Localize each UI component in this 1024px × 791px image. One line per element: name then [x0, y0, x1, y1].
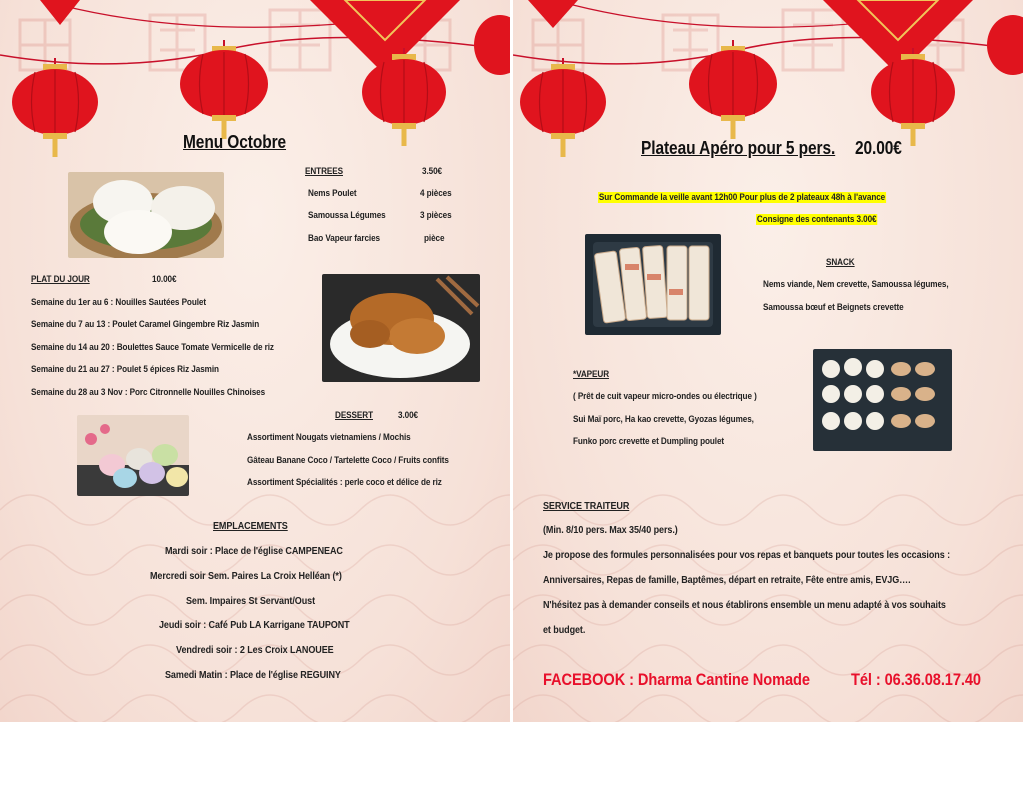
- entree-item-name: Samoussa Légumes: [308, 210, 386, 221]
- phone-contact: Tél : 06.36.08.17.40: [851, 670, 981, 689]
- plateau-title: Plateau Apéro pour 5 pers.: [641, 138, 836, 158]
- vapeur-line: ( Prêt de cuit vapeur micro-ondes ou électrique ): [573, 391, 757, 402]
- plat-week-line: Semaine du 14 au 20 : Boulettes Sauce Tomate Vermicelle de riz: [31, 342, 274, 353]
- dessert-label: DESSERT: [335, 410, 373, 421]
- emplacement-line: Sem. Impaires St Servant/Oust: [186, 595, 315, 607]
- emplacements-label: EMPLACEMENTS: [213, 520, 288, 532]
- entree-item-name: Nems Poulet: [308, 188, 357, 199]
- bao-photo: [68, 172, 224, 258]
- menu-title: Menu Octobre: [183, 132, 287, 152]
- lantern-icon: [12, 58, 98, 157]
- plat-du-jour-label: PLAT DU JOUR: [31, 274, 90, 285]
- traiteur-line: Anniversaires, Repas de famille, Baptêmes, départ en retraite, Fête entre amis, EVJG….: [543, 574, 911, 586]
- plat-week-line: Semaine du 28 au 3 Nov : Porc Citronnelle Nouilles Chinoises: [31, 387, 266, 398]
- lantern-icon: [987, 15, 1023, 75]
- lantern-icon: [180, 40, 268, 139]
- snack-line: Nems viande, Nem crevette, Samoussa légumes,: [763, 279, 949, 290]
- order-notice: Sur Commande la veille avant 12h00 Pour plus de 2 plateaux 48h à l'avance: [598, 192, 886, 203]
- emplacement-line: Samedi Matin : Place de l'église REGUINY: [165, 669, 341, 681]
- emplacement-line: Jeudi soir : Café Pub LA Karrigane TAUPONT: [159, 619, 350, 631]
- emplacement-line: Mercredi soir Sem. Paires La Croix Helléan (*): [150, 570, 342, 582]
- nems-tray-photo: [585, 234, 721, 335]
- facebook-contact: FACEBOOK : Dharma Cantine Nomade: [543, 670, 810, 689]
- dumplings-tray-photo: [813, 349, 952, 451]
- dessert-item: Assortiment Nougats vietnamiens / Mochis: [247, 432, 411, 443]
- menu-page-left: [0, 0, 510, 722]
- snack-line: Samoussa bœuf et Beignets crevette: [763, 302, 904, 313]
- entree-item-name: Bao Vapeur farcies: [308, 233, 381, 244]
- plateau-price: 20.00€: [855, 138, 902, 158]
- traiteur-line: N'hésitez pas à demander conseils et nous établirons ensemble un menu adapté à vos souhaits: [543, 599, 946, 611]
- plat-week-line: Semaine du 7 au 13 : Poulet Caramel Gingembre Riz Jasmin: [31, 319, 260, 330]
- entree-item-qty: pièce: [424, 233, 445, 244]
- dessert-item: Assortiment Spécialités : perle coco et délice de riz: [247, 477, 442, 488]
- lanterns-decoration: [513, 0, 1023, 160]
- vapeur-line: Funko porc crevette et Dumpling poulet: [573, 436, 725, 447]
- entree-item-qty: 3 pièces: [420, 210, 452, 221]
- lantern-icon: [520, 58, 606, 157]
- vapeur-label: *VAPEUR: [573, 369, 610, 380]
- deposit-notice: Consigne des contenants 3.00€: [756, 214, 877, 225]
- plat-week-line: Semaine du 1er au 6 : Nouilles Sautées Poulet: [31, 297, 207, 308]
- diamond-ornament-icon: [528, 0, 578, 28]
- dessert-price: 3.00€: [398, 410, 419, 421]
- traiteur-line: (Min. 8/10 pers. Max 35/40 pers.): [543, 524, 678, 536]
- plat-du-jour-price: 10.00€: [152, 274, 177, 285]
- dessert-item: Gâteau Banane Coco / Tartelette Coco / Fruits confits: [247, 455, 449, 466]
- lantern-icon: [689, 40, 777, 139]
- traiteur-line: et budget.: [543, 624, 586, 636]
- snack-label: SNACK: [826, 257, 855, 268]
- entrees-price: 3.50€: [422, 166, 443, 177]
- traiteur-line: Je propose des formules personnalisées pour vos repas et banquets pour toutes les occasions :: [543, 549, 951, 561]
- entree-item-qty: 4 pièces: [420, 188, 452, 199]
- entrees-label: ENTREES: [305, 166, 343, 177]
- chicken-rice-photo: [322, 274, 480, 382]
- menu-page-right: [513, 0, 1023, 722]
- vapeur-line: Sui Maï porc, Ha kao crevette, Gyozas légumes,: [573, 414, 754, 425]
- lantern-icon: [474, 15, 510, 75]
- traiteur-label: SERVICE TRAITEUR: [543, 500, 630, 512]
- emplacement-line: Mardi soir : Place de l'église CAMPENEAC: [165, 545, 343, 557]
- emplacement-line: Vendredi soir : 2 Les Croix LANOUEE: [176, 644, 334, 656]
- plat-week-line: Semaine du 21 au 27 : Poulet 5 épices Riz Jasmin: [31, 364, 219, 375]
- diamond-ornament-icon: [40, 0, 80, 25]
- mochi-photo: [77, 415, 189, 496]
- lantern-icon: [871, 48, 955, 146]
